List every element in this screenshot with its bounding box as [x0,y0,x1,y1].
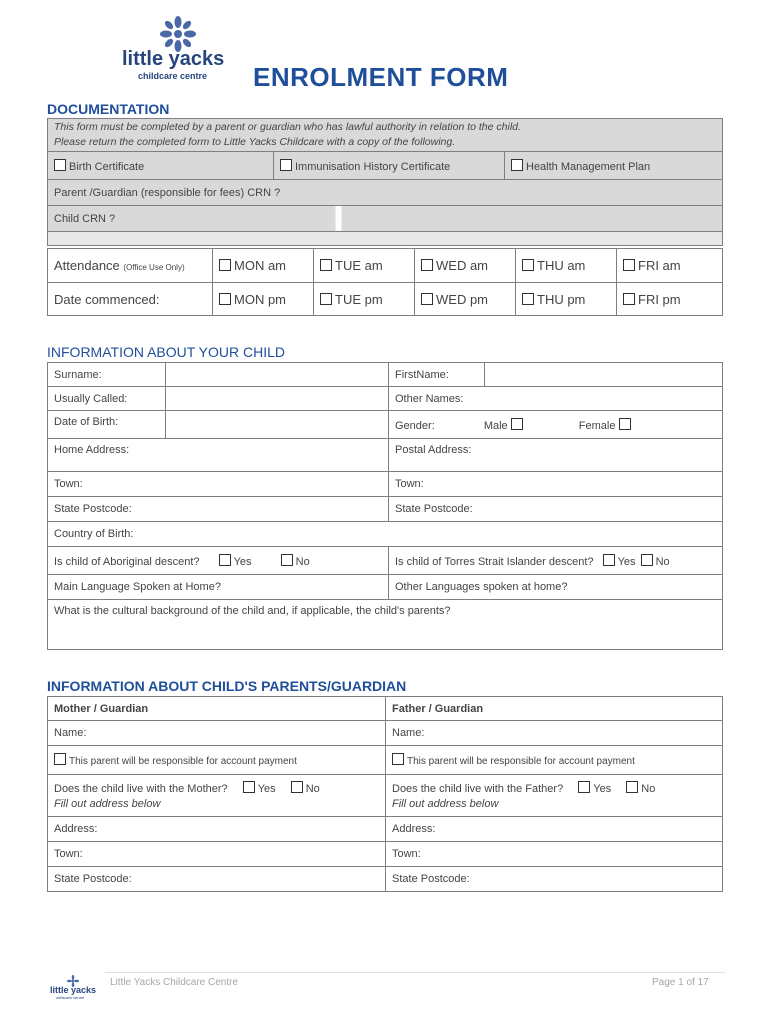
dob-input[interactable] [166,411,389,439]
father-state-postcode-field[interactable]: State Postcode: [386,867,723,892]
doc-immunisation[interactable]: Immunisation History Certificate [274,152,505,180]
footer-divider [105,972,725,973]
child-town-field[interactable]: Town: [48,472,389,497]
mother-header: Mother / Guardian [48,697,386,721]
gender-field: Gender: Male Female [389,411,723,439]
documentation-note-line1: This form must be completed by a parent or guardian who has lawful authority in relation to the child. [54,121,521,133]
postal-town-field[interactable]: Town: [389,472,723,497]
live-with-father-field: Does the child live with the Father? Yes No Fill out address below [386,775,723,817]
fri-am-option[interactable]: FRI am [617,249,723,283]
child-crn-field[interactable]: Child CRN ? [48,206,723,232]
other-languages-field[interactable]: Other Languages spoken at home? [389,575,723,600]
aboriginal-yes-checkbox[interactable] [219,554,231,566]
tue-pm-option[interactable]: TUE pm [314,283,415,316]
attendance-label-cell: Attendance (Office Use Only) [48,249,213,283]
parents-heading: INFORMATION ABOUT CHILD'S PARENTS/GUARDIAN [47,678,407,694]
female-checkbox[interactable] [619,418,631,430]
child-info-table [47,362,723,650]
child-info-heading: INFORMATION ABOUT YOUR CHILD [47,344,286,360]
doc-birth-certificate[interactable]: Birth Certificate [48,152,274,180]
footer-logo [50,975,100,999]
mother-town-field[interactable]: Town: [48,842,386,867]
logo-subtitle: childcare centre [138,71,208,81]
footer-org-name: Little Yacks Childcare Centre [110,977,239,988]
male-checkbox[interactable] [511,418,523,430]
live-with-mother-field: Does the child live with the Mother? Yes No Fill out address below [48,775,386,817]
postal-address-field[interactable]: Postal Address: [389,439,723,472]
documentation-heading: DOCUMENTATION [47,101,170,117]
torres-field: Is child of Torres Strait Islander descent? Yes No [389,547,723,575]
main-language-field[interactable]: Main Language Spoken at Home? [48,575,389,600]
mother-responsible-option[interactable]: This parent will be responsible for account payment [48,746,386,775]
tue-am-option[interactable]: TUE am [314,249,415,283]
immunisation-checkbox[interactable] [280,159,292,171]
mother-state-postcode-field[interactable]: State Postcode: [48,867,386,892]
parent-crn-field[interactable]: Parent /Guardian (responsible for fees) CRN ? [48,180,723,206]
father-town-field[interactable]: Town: [386,842,723,867]
mother-name-field[interactable]: Name: [48,721,386,746]
postal-state-postcode-field[interactable]: State Postcode: [389,497,723,522]
mother-address-field[interactable]: Address: [48,817,386,842]
wed-am-option[interactable]: WED am [415,249,516,283]
thu-am-option[interactable]: THU am [516,249,617,283]
mon-am-option[interactable]: MON am [213,249,314,283]
fri-pm-option[interactable]: FRI pm [617,283,723,316]
footer-logo-sub: childcare centre [56,995,85,1000]
other-names-field[interactable]: Other Names: [389,387,723,411]
aboriginal-field: Is child of Aboriginal descent? Yes No [48,547,389,575]
birth-certificate-checkbox[interactable] [54,159,66,171]
dob-label: Date of Birth: [48,411,166,439]
first-name-label: FirstName: [389,363,485,387]
health-plan-checkbox[interactable] [511,159,523,171]
father-header: Father / Guardian [386,697,723,721]
father-address-field[interactable]: Address: [386,817,723,842]
aboriginal-no-checkbox[interactable] [281,554,293,566]
first-name-input[interactable] [485,363,723,387]
logo-name: little yacks [122,48,225,70]
country-of-birth-field[interactable]: Country of Birth: [48,522,723,547]
documentation-table [47,118,723,246]
thu-pm-option[interactable]: THU pm [516,283,617,316]
child-state-postcode-field[interactable]: State Postcode: [48,497,389,522]
usually-called-label: Usually Called: [48,387,166,411]
surname-label: Surname: [48,363,166,387]
torres-no-checkbox[interactable] [641,554,653,566]
doc-health-plan[interactable]: Health Management Plan [505,152,723,180]
cultural-background-field[interactable]: What is the cultural background of the child and, if applicable, the child's parents? [48,600,723,650]
spacer-row [48,232,723,246]
documentation-note-line2: Please return the completed form to Little Yacks Childcare with a copy of the following. [54,136,456,148]
father-name-field[interactable]: Name: [386,721,723,746]
mon-pm-option[interactable]: MON pm [213,283,314,316]
logo [120,15,240,85]
mother-live-yes-checkbox[interactable] [243,781,255,793]
father-live-no-checkbox[interactable] [626,781,638,793]
surname-input[interactable] [166,363,389,387]
torres-yes-checkbox[interactable] [603,554,615,566]
home-address-field[interactable]: Home Address: [48,439,389,472]
mother-live-no-checkbox[interactable] [291,781,303,793]
father-responsible-option[interactable]: This parent will be responsible for account payment [386,746,723,775]
attendance-table [47,248,723,316]
footer-logo-name: little yacks [50,985,97,995]
wed-pm-option[interactable]: WED pm [415,283,516,316]
documentation-note [48,119,723,152]
usually-called-input[interactable] [166,387,389,411]
footer-page-number: Page 1 of 17 [652,977,709,988]
page-title: ENROLMENT FORM [253,62,509,92]
parents-table [47,696,723,892]
father-live-yes-checkbox[interactable] [578,781,590,793]
date-commenced-label: Date commenced: [48,283,213,316]
